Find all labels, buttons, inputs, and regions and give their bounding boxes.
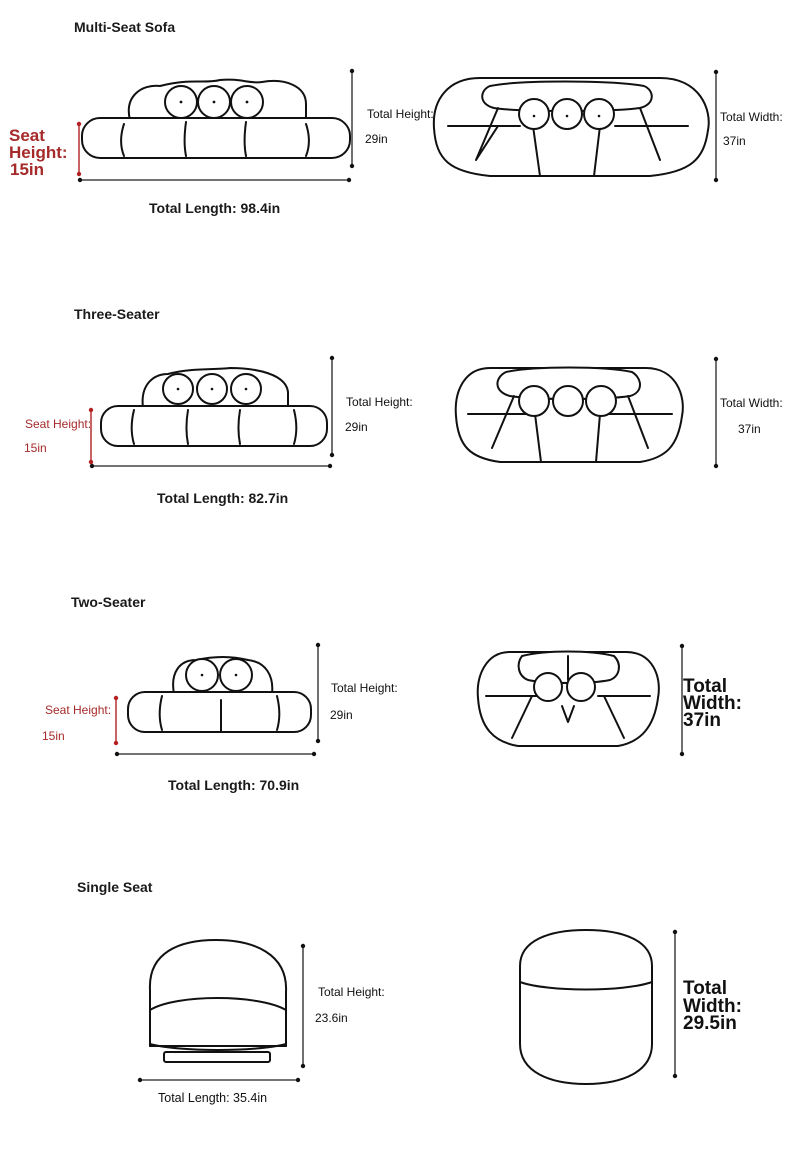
section-title-two-seater: Two-Seater bbox=[71, 594, 146, 610]
total-height-value-single: 23.6in bbox=[315, 1011, 348, 1025]
total-length-multi: Total Length: 98.4in bbox=[149, 200, 281, 216]
seat-height-value-three: 15in bbox=[24, 441, 47, 455]
three-seater-front-view bbox=[89, 356, 334, 468]
seat-height-value-two: 15in bbox=[42, 729, 65, 743]
total-length-two: Total Length: 70.9in bbox=[168, 777, 300, 793]
multi-seat-front-view bbox=[77, 69, 354, 182]
section-title-single-seat: Single Seat bbox=[77, 879, 153, 895]
section-title-multi-seat: Multi-Seat Sofa bbox=[74, 19, 176, 35]
multi-seat-top-view bbox=[434, 70, 718, 182]
total-height-value-three: 29in bbox=[345, 420, 368, 434]
total-height-value-multi: 29in bbox=[365, 132, 388, 146]
total-width-value-multi: 37in bbox=[723, 134, 746, 148]
total-height-label-multi: Total Height: bbox=[367, 107, 434, 121]
single-seat-front-view bbox=[138, 940, 305, 1082]
total-width-value-two: 37in bbox=[683, 710, 722, 731]
total-width-value-single: 29.5in bbox=[683, 1013, 737, 1034]
total-height-label-single: Total Height: bbox=[318, 985, 385, 999]
three-seater-top-view bbox=[456, 357, 718, 468]
two-seater-front-view bbox=[114, 643, 320, 756]
total-height-value-two: 29in bbox=[330, 708, 353, 722]
total-width-label-single-line2: Width: bbox=[683, 996, 742, 1017]
total-width-label-three: Total Width: bbox=[720, 396, 783, 410]
total-width-label-two-line1: Total bbox=[683, 676, 727, 697]
total-length-single: Total Length: 35.4in bbox=[158, 1091, 268, 1105]
single-seat-top-view bbox=[520, 930, 677, 1084]
total-width-value-three: 37in bbox=[738, 422, 761, 436]
section-title-three-seater: Three-Seater bbox=[74, 306, 160, 322]
total-width-label-single-line1: Total bbox=[683, 978, 727, 999]
seat-height-label-two: Seat Height: bbox=[45, 703, 112, 717]
two-seater-top-view bbox=[478, 644, 684, 756]
total-height-label-two: Total Height: bbox=[331, 681, 398, 695]
total-height-label-three: Total Height: bbox=[346, 395, 413, 409]
total-width-label-two-line2: Width: bbox=[683, 693, 742, 714]
seat-height-label-three: Seat Height: bbox=[25, 417, 92, 431]
seat-height-label-multi: Seat Height: bbox=[9, 126, 68, 162]
total-length-three: Total Length: 82.7in bbox=[157, 490, 289, 506]
total-width-label-multi: Total Width: bbox=[720, 110, 783, 124]
seat-height-value-multi: 15in bbox=[10, 160, 45, 179]
